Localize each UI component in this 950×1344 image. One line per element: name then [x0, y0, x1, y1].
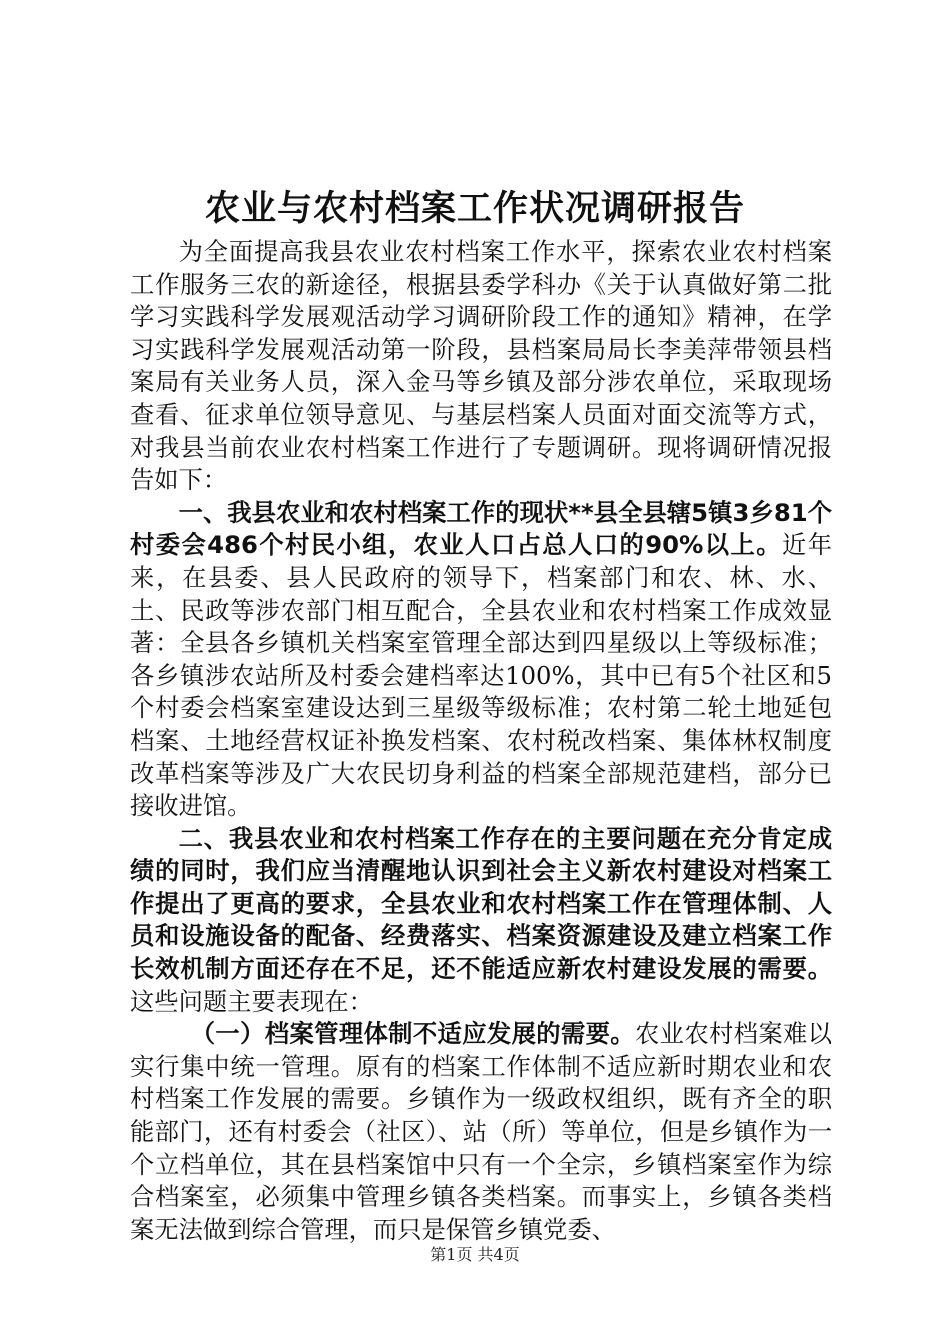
section-1-paragraph — [130, 497, 832, 823]
section-1-body: 近年来，在县委、县人民政府的领导下，档案部门和农、林、水、土、民政等涉农部门相互配合，全县农业和农村档案工作成效显著：全县各乡镇机关档案室管理全部达到四星级以上等级标准；各乡镇涉农站所及村委会建档率达100%，其中已有5个社区和5个村委会档案室建设达到三星级等级标准；农村第二轮土地延包档案、土地经营权证补换发档案、农村税改档案、集体林权制度改革档案等涉及广大农民切身利益的档案全部规范建档，部分已接收进馆。 — [130, 530, 833, 821]
document-body — [130, 236, 832, 1246]
section-2-paragraph — [130, 823, 832, 1019]
subsection-1-body: 农业农村档案难以实行集中统一管理。原有的档案工作体制不适应新时期农业和农村档案工作发展的需要。乡镇作为一级政权组织，既有齐全的职能部门，还有村委会（社区）、站（所）等单位，但是乡镇作为一个立档单位，其在县档案馆中只有一个全宗，乡镇档案室作为综合档案室，必须集中管理乡镇各类档案。而事实上，乡镇各类档案无法做到综合管理，而只是保管乡镇党委、 — [130, 1019, 833, 1244]
intro-paragraph: 为全面提高我县农业农村档案工作水平，探索农业农村档案工作服务三农的新途径，根据县委学科办《关于认真做好第二批学习实践科学发展观活动学习调研阶段工作的通知》精神，在学习实践科学发展观活动第一阶段，县档案局局长李美萍带领县档案局有关业务人员，深入金马等乡镇及部分涉农单位，采取现场查看、征求单位领导意见、与基层档案人员面对面交流等方式，对我县当前农业农村档案工作进行了专题调研。现将调研情况报告如下： — [130, 237, 832, 495]
page-number-footer: 第1页 共4页 — [430, 1245, 520, 1264]
subsection-1-paragraph — [130, 1018, 832, 1246]
section-1-heading: 一、我县农业和农村档案工作的现状**县全县辖5镇3乡81个村委会486个村民小组，农业人口占总人口的90%以上。 — [130, 497, 832, 560]
document-title: 农业与农村档案工作状况调研报告 — [204, 188, 745, 229]
section-2-heading: 二、我县农业和农村档案工作存在的主要问题在充分肯定成绩的同时，我们应当清醒地认识到社会主义新农村建设对档案工作提出了更高的要求，全县农业和农村档案工作在管理体制、人员和设施设备的配备、经费落实、档案资源建设及建立档案工作长效机制方面还存在不足，还不能适应新农村建设发展的需要。 — [130, 823, 832, 984]
section-2-body: 这些问题主要表现在： — [130, 986, 373, 1016]
subsection-1-heading: （一）档案管理体制不适应发展的需要。 — [190, 1019, 635, 1049]
